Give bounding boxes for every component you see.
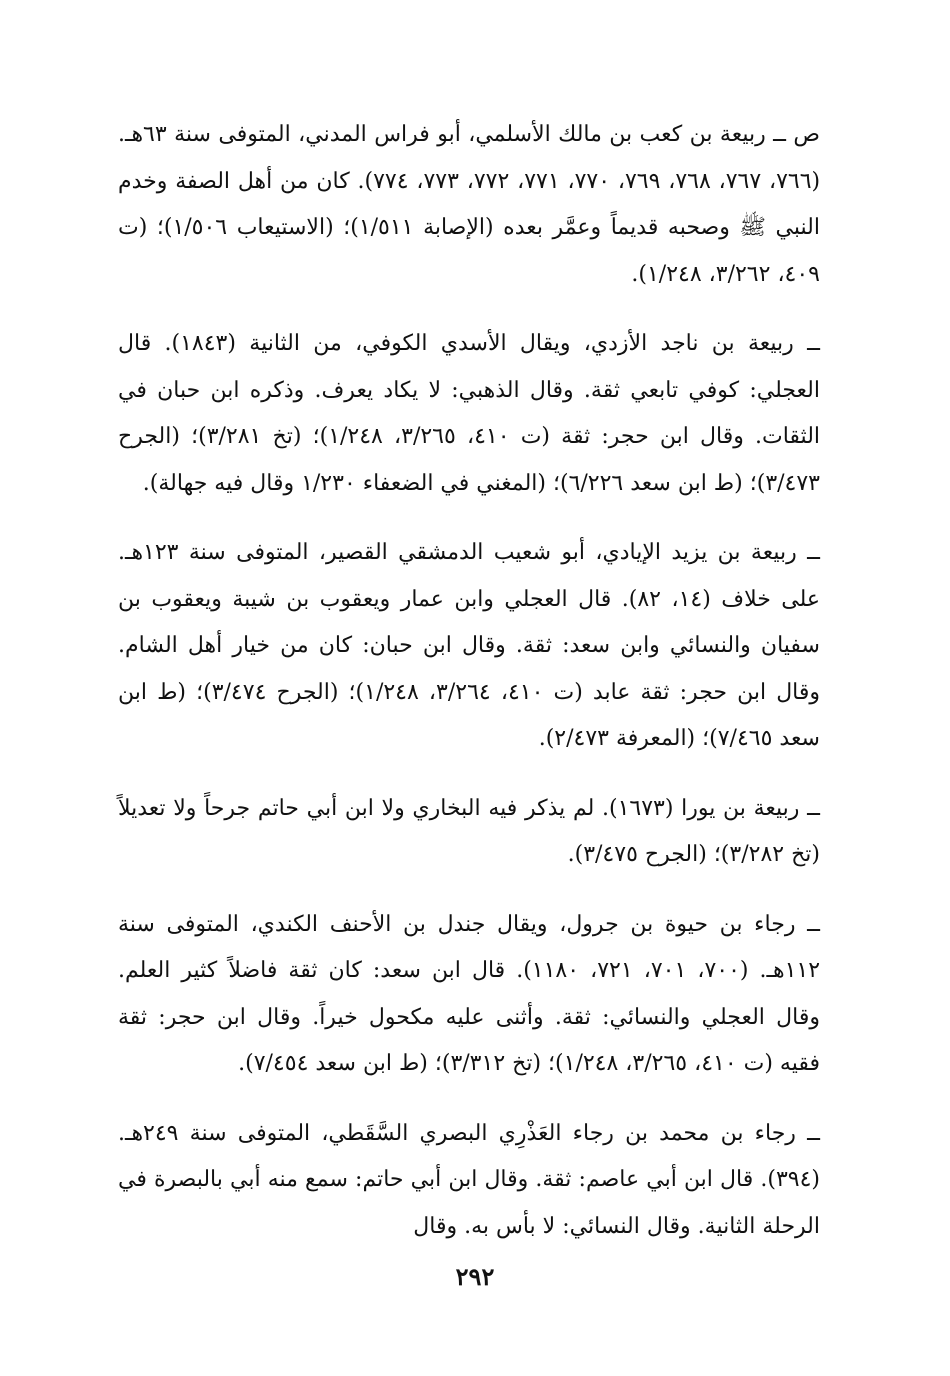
- entry-raja-ibn-muhammad: ــ رجاء بن محمد بن رجاء العَذْرِي البصري السَّقَطي، المتوفى سنة ٢٤٩هـ. (٣٩٤). قال ابن أبي عاصم: ثقة. وقال ابن أبي حاتم: سمع منه أبي بالبصرة في الرحلة الثانية. وقال النسائي: لا بأس به. وقال: [118, 1120, 820, 1239]
- entry-rabia-ibn-yazid: ــ ربيعة بن يزيد الإيادي، أبو شعيب الدمشقي القصير، المتوفى سنة ١٢٣هـ. على خلاف (١٤، ٨٢). قال العجلي وابن عمار ويعقوب بن شيبة ويعقوب بن سفيان والنسائي وابن سعد: ثقة. وقال ابن حبان: كان من خيار أهل الشام. وقال ابن حجر: ثقة عابد (ت ٤١٠، ٣/٢٦٤، ١/٢٤٨)؛ (الجرح ٣/٤٧٤)؛ (ط ابن سعد ٧/٤٦٥)؛ (المعرفة ٢/٤٧٣).: [118, 540, 821, 751]
- entry-rabia-ibn-kaab: ص ــ ربيعة بن كعب بن مالك الأسلمي، أبو فراس المدني، المتوفى سنة ٦٣هـ. (٧٦٦، ٧٦٧، ٧٦٨، ٧٦٩، ٧٧٠، ٧٧١، ٧٧٢، ٧٧٣، ٧٧٤). كان من أهل الصفة وخدم النبي ﷺ وصحبه قديماً وعمَّر بعده (الإصابة ١/٥١١)؛ (الاستيعاب ١/٥٠٦)؛ (ت ٤٠٩، ٣/٢٦٢، ١/٢٤٨).: [118, 122, 821, 287]
- entry-rabia-ibn-yura: ــ ربيعة بن يورا (١٦٧٣). لم يذكر فيه البخاري ولا ابن أبي حاتم جرحاً ولا تعديلاً (تخ ٣/٢٨٢)؛ (الجرح ٣/٤٧٥).: [118, 795, 820, 867]
- page-number: ٢٩٢: [455, 1262, 495, 1291]
- biography-entries: [118, 112, 820, 1273]
- entry-raja-ibn-haywa: ــ رجاء بن حيوة بن جرول، ويقال جندل بن الأحنف الكندي، المتوفى سنة ١١٢هـ. (٧٠٠، ٧٠١، ٧٢١، ١١٨٠). قال ابن سعد: كان ثقة فاضلاً كثير العلم. وقال العجلي والنسائي: ثقة. وأثنى عليه مكحول خيراً. وقال ابن حجر: ثقة فقيه (ت ٤١٠، ٣/٢٦٥، ١/٢٤٨)؛ (تخ ٣/٣١٢)؛ (ط ابن سعد ٧/٤٥٤).: [118, 911, 821, 1076]
- entry-rabia-ibn-najid: ــ ربيعة بن ناجد الأزدي، ويقال الأسدي الكوفي، من الثانية (١٨٤٣). قال العجلي: كوفي تابعي ثقة. وقال الذهبي: لا يكاد يعرف. وذكره ابن حبان في الثقات. وقال ابن حجر: ثقة (ت ٤١٠، ٣/٢٦٥، ١/٢٤٨)؛ (تخ ٣/٢٨١)؛ (الجرح ٣/٤٧٣)؛ (ط ابن سعد ٦/٢٢٦)؛ (المغني في الضعفاء ١/٢٣٠ وقال فيه جهالة).: [118, 331, 821, 496]
